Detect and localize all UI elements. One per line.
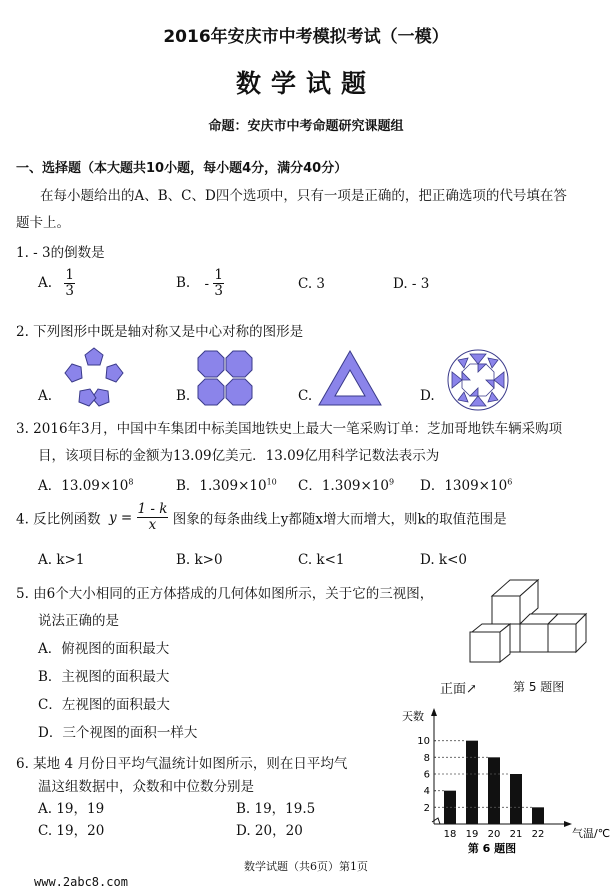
q2-stem: 2. 下列图形中既是轴对称又是中心对称的图形是 [16, 324, 304, 340]
x-tick-label: 19 [465, 829, 479, 840]
temperature-bar-chart [400, 706, 610, 856]
pentagon-flower-figure [60, 346, 128, 408]
y-axis-arrow [431, 708, 437, 716]
y-tick-label: 10 [417, 736, 430, 748]
exam-title: 2016年安庆市中考模拟考试（一模） [163, 27, 449, 47]
x-axis-arrow [564, 821, 572, 827]
x-tick-label: 20 [487, 829, 501, 840]
circle-octagon-figure [446, 348, 510, 412]
page-footer: 数学试题（共6页）第1页 [244, 860, 368, 873]
q1-option-a: A. $\frac{1}{3}$ [38, 267, 74, 299]
q6-option-b: B. 19，19.5 [236, 801, 316, 817]
q5-option-d: D．三个视图的面积一样大 [38, 725, 198, 741]
author-line: 命题：安庆市中考命题研究课题组 [208, 119, 404, 134]
q5-line-1: 5. 由6个大小相同的正方体搭成的几何体如图所示，关于它的三视图， [16, 586, 434, 602]
bar [488, 757, 500, 824]
q2-option-a: A. [38, 388, 53, 404]
cube-stack-figure [462, 574, 596, 674]
x-tick-label: 18 [443, 829, 457, 840]
q5-option-b: B．主视图的面积最大 [38, 669, 170, 685]
q6-line-1: 6. 某地 4 月份日平均气温统计如图所示，则在日平均气 [16, 756, 348, 772]
q5-line-2: 说法正确的是 [38, 613, 119, 629]
q1-option-b: B. - $\frac{1}{3}$ [176, 267, 223, 299]
q3-option-d: D．$1309\times 10^6$ [420, 477, 513, 494]
q4-option-c: C. k<1 [298, 552, 345, 568]
q1-stem: 1. - 3的倒数是 [16, 245, 105, 261]
watermark: www.2abc8.com [34, 875, 128, 889]
x-axis-label: 气温/℃ [572, 827, 610, 840]
q6-option-d: D. 20，20 [236, 823, 303, 839]
q5-option-c: C．左视图的面积最大 [38, 697, 170, 713]
q6-option-a: A. 19，19 [38, 801, 105, 817]
q2-option-d: D. [420, 388, 435, 404]
q2-option-c: C. [298, 388, 313, 404]
q4-option-d: D. k<0 [420, 552, 468, 568]
q3-line-2: 目，该项目标的金额为13.09亿美元．13.09亿用科学记数法表示为 [38, 448, 440, 464]
y-axis-label: 天数 [402, 710, 424, 723]
bar [510, 774, 522, 824]
chart-title: 第 6 题图 [467, 842, 517, 855]
x-tick-label: 22 [531, 829, 545, 840]
q3-option-b: B．$1.309\times 10^{10}$ [176, 477, 277, 494]
axis-break [432, 818, 440, 824]
q6-option-c: C. 19，20 [38, 823, 105, 839]
front-view-label: 正面↗ [440, 682, 477, 697]
q5-figure-caption: 第 5 题图 [513, 680, 565, 694]
q6-line-2: 温这组数据中，众数和中位数分别是 [38, 779, 254, 795]
subject-title: 数学试题 [235, 69, 376, 98]
q4-option-a: A. k>1 [38, 552, 85, 568]
bar [466, 741, 478, 824]
q1-option-c: C. 3 [298, 276, 326, 292]
octagons-figure [197, 350, 253, 406]
q2-option-b: B. [176, 388, 191, 404]
instruction-line-1: 在每小题给出的A、B、C、D四个选项中，只有一项是正确的，把正确选项的代号填在答 [40, 188, 567, 204]
y-tick-label: 8 [423, 752, 430, 764]
triangle-figure [318, 350, 382, 406]
q4-stem: 4. 反比例函数 y = $\frac{1 - k}{x}$ 图象的每条曲线上y都随x增大而增大，则k的取值范围是 [16, 501, 507, 533]
x-tick-label: 21 [509, 829, 523, 840]
y-tick-label: 2 [423, 802, 430, 814]
q3-option-a: A．$13.09\times 10^8$ [38, 477, 134, 494]
instruction-line-2: 题卡上。 [16, 215, 70, 231]
q3-line-1: 3. 2016年3月，中国中车集团中标美国地铁史上最大一笔采购订单：芝加哥地铁车辆采购项 [16, 421, 563, 437]
y-tick-label: 4 [423, 786, 430, 798]
q5-option-a: A．俯视图的面积最大 [38, 641, 170, 657]
q4-option-b: B. k>0 [176, 552, 223, 568]
q1-option-d: D. - 3 [393, 276, 430, 292]
q3-option-c: C．$1.309\times 10^9$ [298, 477, 395, 494]
bar [532, 807, 544, 824]
y-tick-label: 6 [423, 769, 430, 781]
section-title: 一、选择题（本大题共10小题，每小题4分，满分40分） [16, 161, 348, 176]
